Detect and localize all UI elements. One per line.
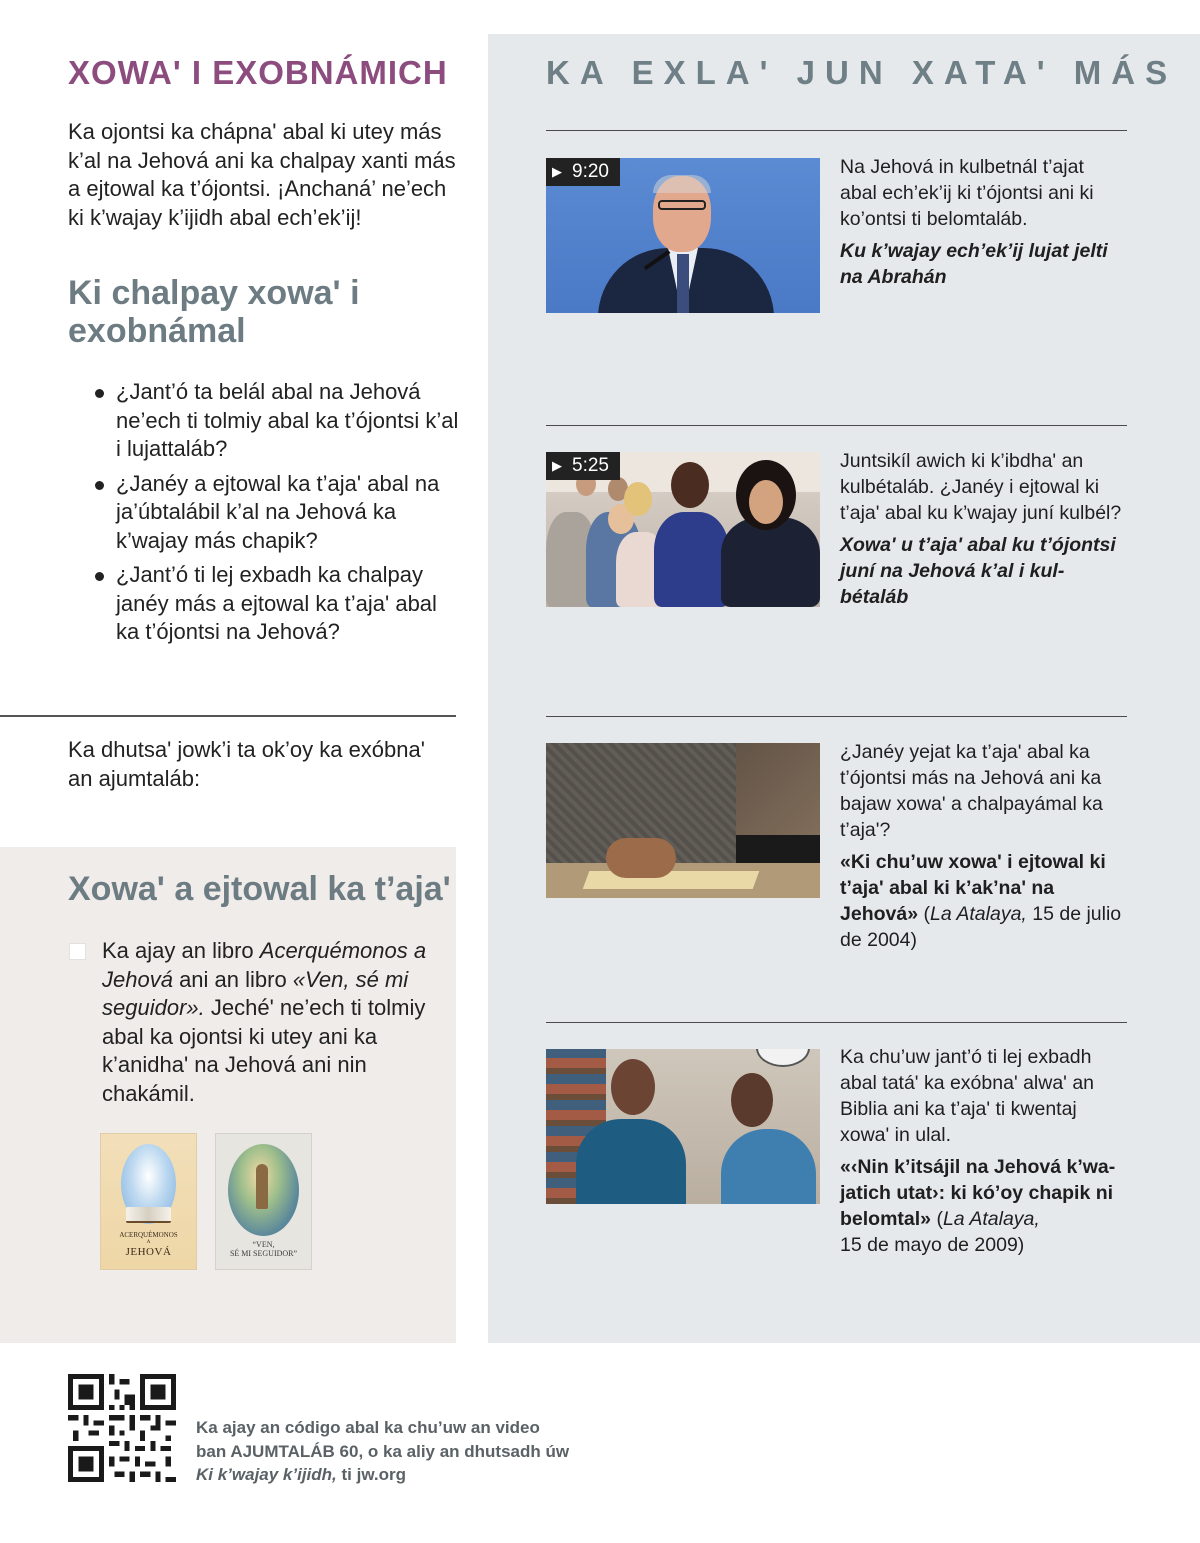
goal-checkbox[interactable] (69, 943, 86, 960)
divider (0, 715, 456, 717)
review-subheading: Ki chalpay xowa' i exobnámal (68, 274, 360, 350)
video-link[interactable]: Xowa' u t’aja' abal ku t’ójontsi juní na Jehová k’al i kul-bétaláb (840, 534, 1116, 608)
footer-instructions: Ka ajay an código abal ka chu’uw an video ban AJUMTALÁB 60, o ka aliy an dhutsadh úw Ki k’wajay k’ijidh, ti jw.org (196, 1418, 570, 1484)
explore-item: Na Jehová in kulbetnál t’ajat abal ech’ek’ij ki t’ójontsi ani ki ko’ontsi ti belomtaláb. Ku k’wajay ech’ek’ij lujat jelti na Abrahán (840, 154, 1125, 290)
next-lesson-note: Ka dhutsa' jowk’i ta ok’oy ka exóbna' an ajumtaláb: (68, 737, 425, 791)
divider (546, 716, 1127, 717)
lesson-section-title: XOWA' I EXOBNÁMICH (68, 54, 448, 91)
article-link[interactable]: «Ki chu’uw xowa' i ejtowal ki t’aja' abal ki k’ak’na' na Jehová» (La Atalaya, 15 de julio de 2004) (840, 851, 1122, 951)
clock-icon (756, 1049, 810, 1067)
video-duration-badge[interactable]: ▶ 9:20 (546, 158, 620, 186)
video-duration-badge[interactable]: ▶ 5:25 (546, 452, 620, 480)
footer-brochure-title: Ki k’wajay k’ijidh, (196, 1465, 337, 1484)
play-icon: ▶ (552, 164, 562, 179)
review-question: ¿Janéy a ejtowal ka t’aja' abal na ja’úbtalábil k’al na Jehová ka k’wajay más chapik? (95, 470, 460, 556)
lesson-intro-text: Ka ojontsi ka chápna' abal ki utey más k’al na Jehová ani ka chalpay xanti más a ejtowal ka t’ójontsi. ¡Anchaná’ ne’ech ki k’wajay k’ijidh abal ech’ek’ij! (68, 119, 456, 230)
article-link[interactable]: «‹Nin k’itsájil na Jehová k’wa-jatich utat›: ki kó’oy chapik ni belomtal» (La Atalaya, 15 de mayo de 2009) (840, 1156, 1116, 1256)
play-icon: ▶ (552, 458, 562, 473)
book-cover-acerquemonos[interactable]: ACERQUÉMONOS A JEHOVÁ (101, 1134, 196, 1269)
explore-item: Juntsikíl awich ki k’ibdha' an kulbétaláb. ¿Janéy i ejtowal ki t’aja' abal ku k’wajay juní kulbél? Xowa' u t’aja' abal ku t’ójontsi juní na Jehová k’al i kul-bétaláb (840, 448, 1125, 610)
figure-illustration (256, 1164, 268, 1209)
review-questions-list (95, 378, 460, 653)
divider (546, 130, 1127, 131)
bullet-icon (95, 481, 104, 490)
goal-heading: Xowa' a ejtowal ka t’aja' (68, 870, 451, 908)
explore-item: Ka chu’uw jant’ó ti lej exbadh abal tatá' ka exóbna' alwa' an Biblia ani ka t’aja' ti kwentaj xowa' in ulal. «‹Nin k’itsájil na Jehová k’wa-jatich utat›: ki kó’oy chapik ni belomtal» (La Atalaya, 15 de mayo de 2009) (840, 1044, 1125, 1258)
video-link[interactable]: Ku k’wajay ech’ek’ij lujat jelti na Abrahán (840, 240, 1108, 288)
book-cover-ven-se-mi-seguidor[interactable]: “VEN, SÉ MI SEGUIDOR” (216, 1134, 311, 1269)
bullet-icon (95, 572, 104, 581)
divider (546, 1022, 1127, 1023)
book2-title: «Ven, sé mi seguidor». (102, 966, 409, 1020)
goal-text: Ka ajay an libro Acerquémonos a Jehová ani an libro «Ven, sé mi seguidor». Jeché' ne’ech ti tolmiy abal ka ojontsi ki utey ani ka k’anidha' na Jehová ani nin chakámil. (102, 938, 427, 1106)
article-thumbnail-writing[interactable] (546, 743, 820, 898)
explore-section-title: KA EXLA' JUN XATA' MÁS (546, 54, 1178, 91)
review-question: ¿Jant’ó ti lej exbadh ka chalpay janéy más a ejtowal ka t’aja' abal ka t’ójontsi na Jehová? (95, 561, 460, 647)
qr-code-icon[interactable] (68, 1374, 176, 1482)
book1-title: Acerquémonos a Jehová (102, 938, 427, 992)
explore-item: ¿Janéy yejat ka t’aja' abal ka t’ójontsi más na Jehová ani ka bajaw xowa' a chalpayámal ka t’aja'? «Ki chu’uw xowa' i ejtowal ki t’aja' abal ki k’ak’na' na Jehová» (La Atalaya, 15 de julio de 2004) (840, 739, 1125, 953)
bullet-icon (95, 389, 104, 398)
divider (546, 425, 1127, 426)
article-thumbnail-hospital[interactable] (546, 1049, 820, 1204)
review-question: ¿Jant’ó ta belál abal na Jehová ne’ech ti tolmiy abal ka t’ójontsi k’al i lujattaláb? (95, 378, 460, 464)
open-bible-illustration (126, 1207, 171, 1223)
